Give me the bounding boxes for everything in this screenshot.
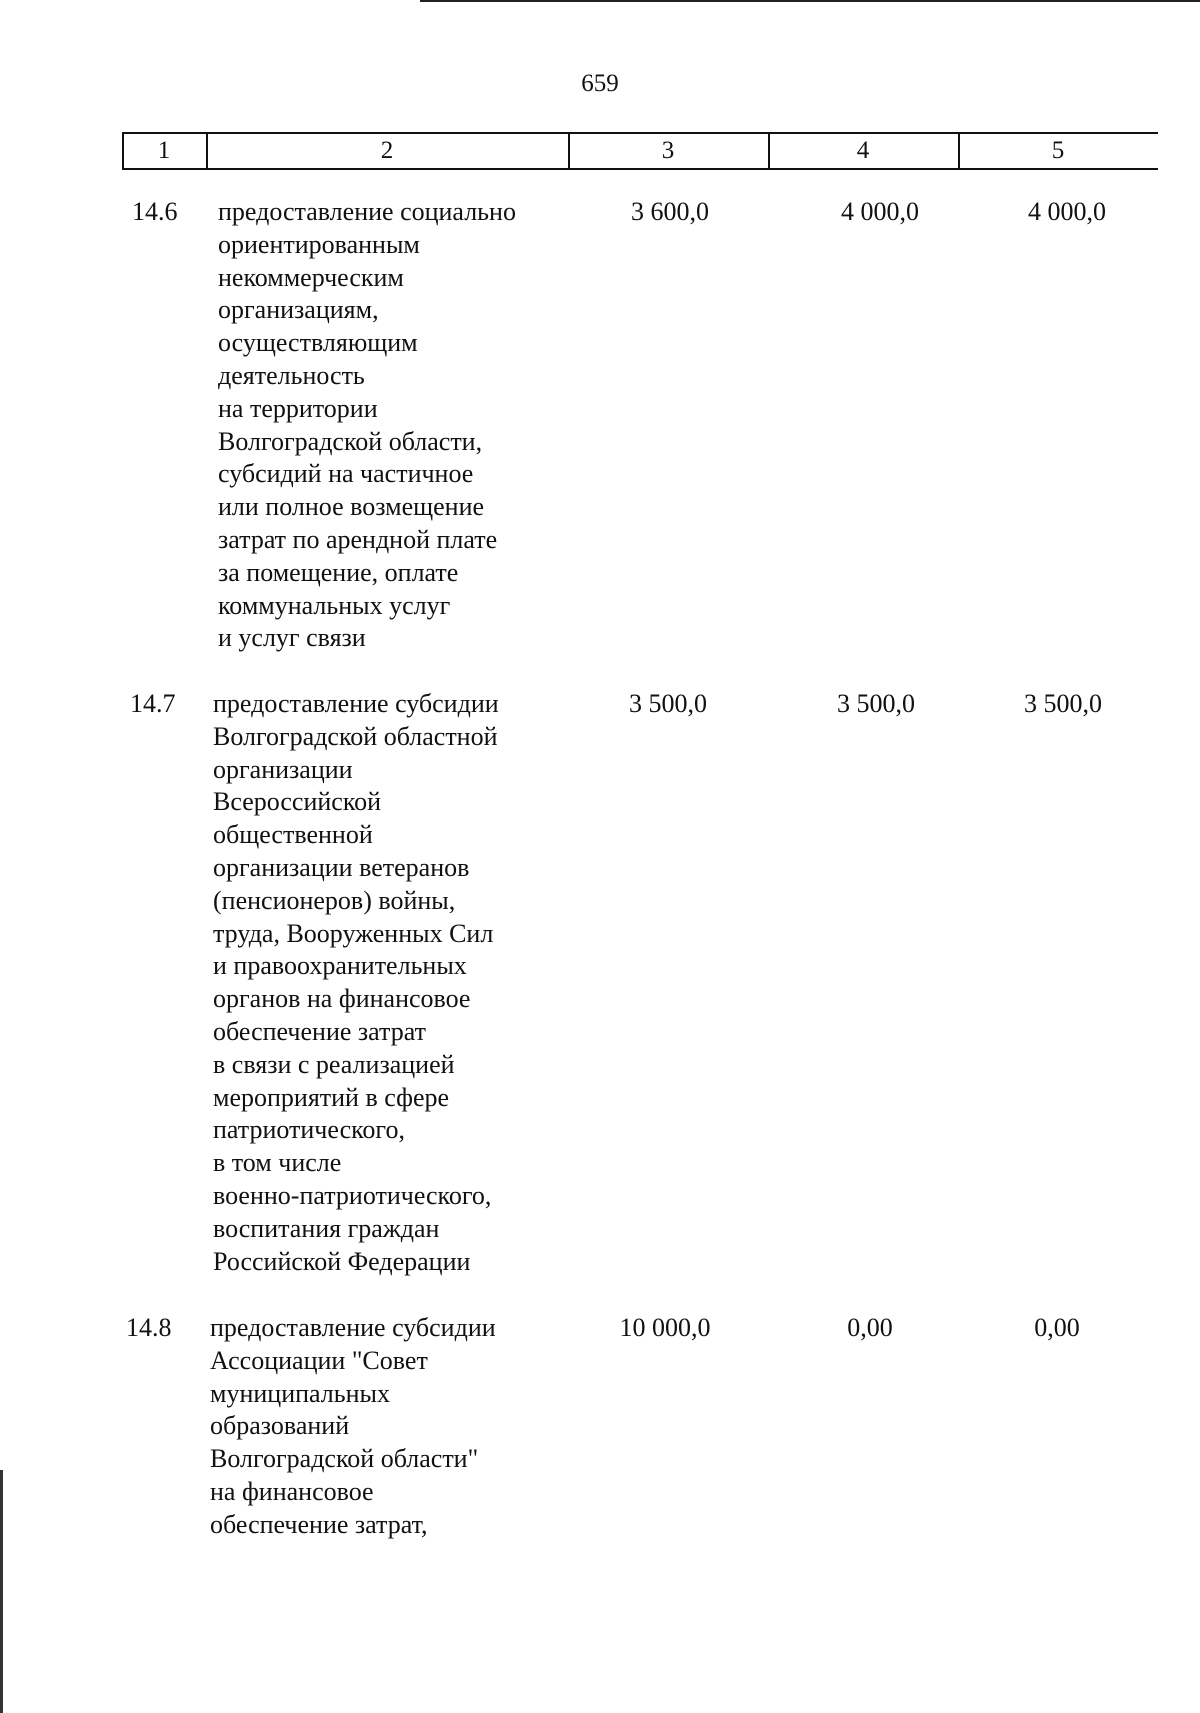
- page-number: 659: [581, 70, 619, 97]
- row-value-col3: 3 600,0: [631, 197, 709, 226]
- row-value-col3: 3 500,0: [629, 689, 707, 718]
- row-value-col5: 0,00: [1034, 1313, 1080, 1342]
- header-col-2: 2: [380, 137, 394, 164]
- row-description: предоставление субсидии Ассоциации "Совет муниципальных образований Волгоградской области" на финансовое обеспечение затрат,: [210, 1313, 496, 1539]
- scan-edge-left: [0, 1470, 3, 1713]
- row-value-col3: 10 000,0: [619, 1313, 711, 1342]
- row-value-col4: 3 500,0: [837, 689, 915, 718]
- row-description: предоставление субсидии Волгоградской областной организации Всероссийской общественной организации ветеранов (пенсионеров) войны, труда, Вооруженных Сил и правоохранительных органов на финансовое обеспечение затрат в связи с реализацией мероприятий в сфере патриотического, в том числе военно-патриотического, воспитания граждан Российской Федерации: [213, 689, 499, 1276]
- row-value-col5: 3 500,0: [1024, 689, 1102, 718]
- table-header: [122, 132, 1158, 170]
- row-value-col4: 4 000,0: [841, 197, 919, 226]
- row-value-col4: 0,00: [847, 1313, 893, 1342]
- header-col-3: 3: [661, 137, 675, 164]
- header-col-1: 1: [157, 137, 171, 164]
- scan-edge-top: [420, 0, 1200, 2]
- row-number: 14.7: [130, 689, 176, 718]
- row-number: 14.8: [126, 1313, 172, 1342]
- row-description: предоставление социально ориентированным некоммерческим организациям, осуществляющим деятельность на территории Волгоградской области, субсидий на частичное или полное возмещение затрат по арендной плате за помещение, оплате коммунальных услуг и услуг связи: [218, 197, 516, 653]
- row-value-col5: 4 000,0: [1028, 197, 1106, 226]
- header-col-4: 4: [856, 137, 870, 164]
- row-number: 14.6: [132, 197, 178, 226]
- header-col-5: 5: [1051, 137, 1065, 164]
